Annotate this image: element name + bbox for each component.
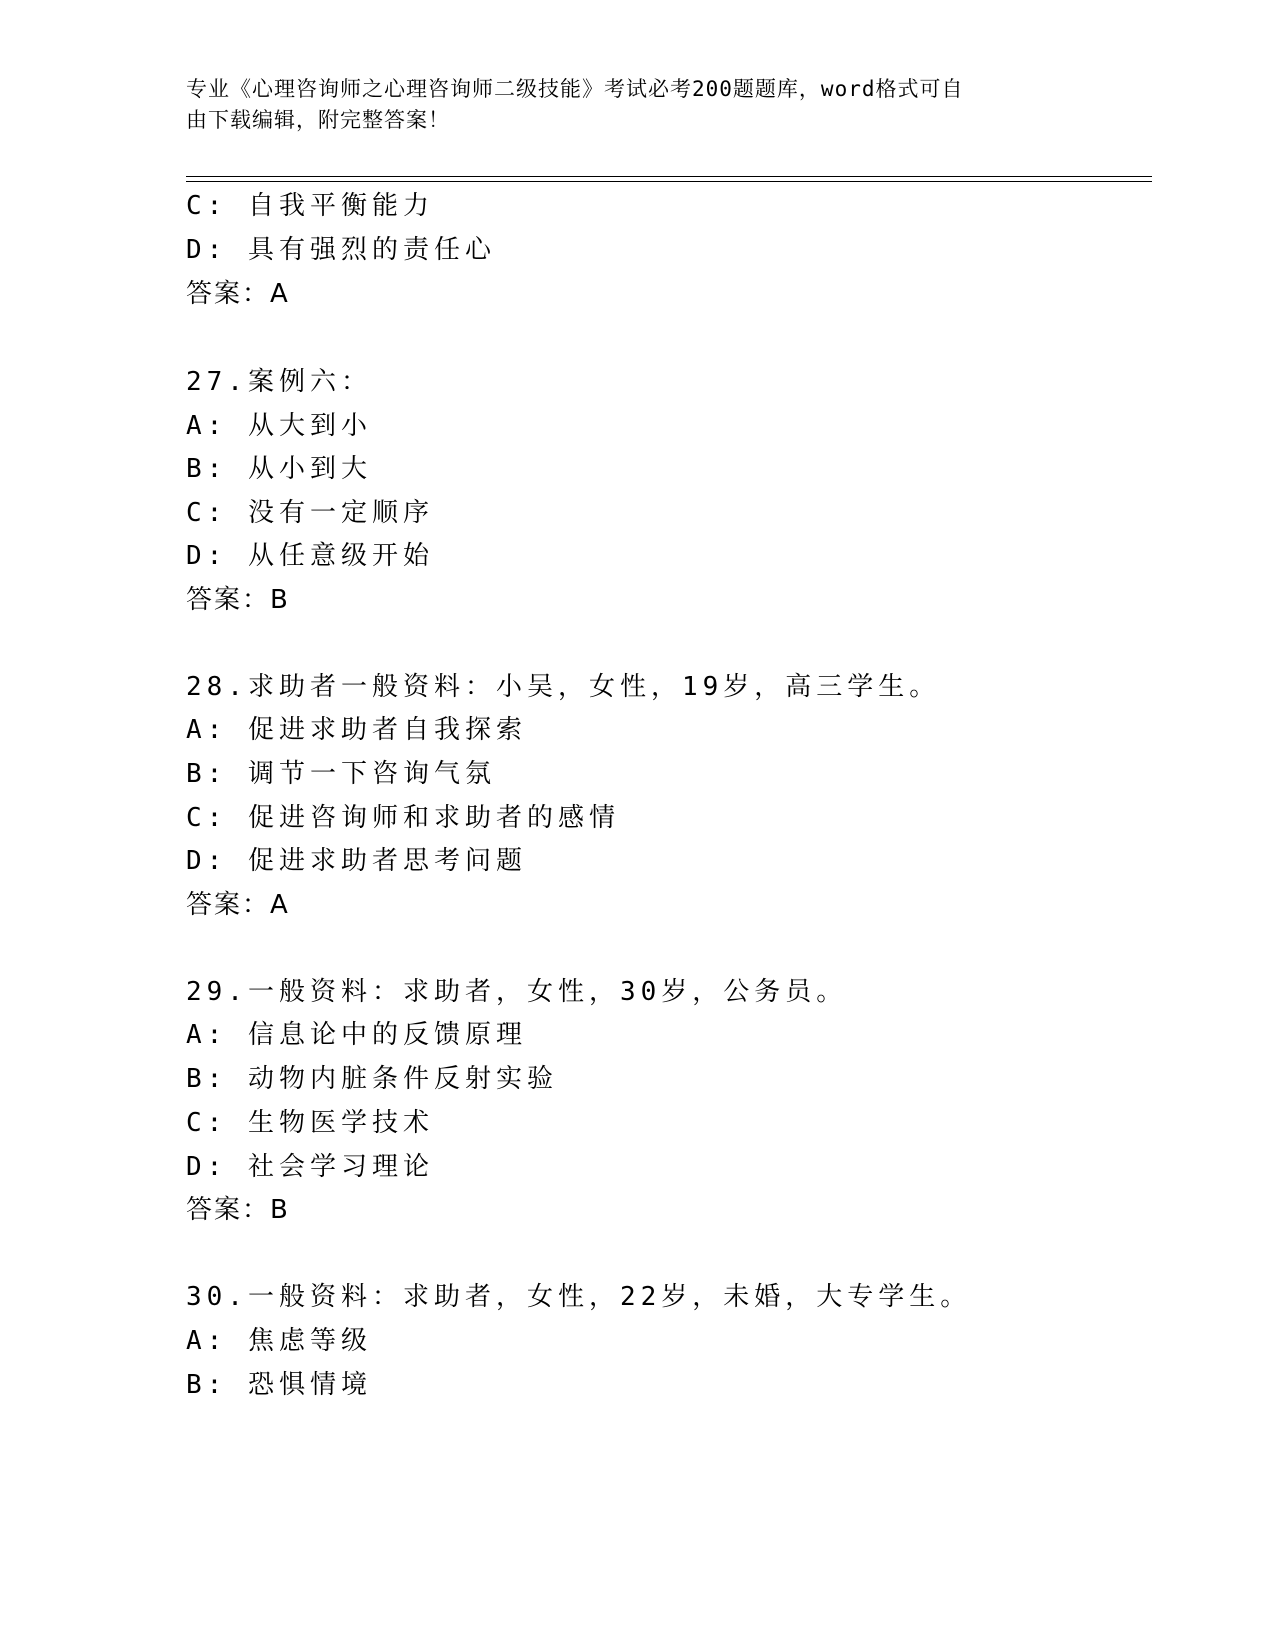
question-29: 29.一般资料：求助者，女性，30岁，公务员。 [186,977,848,1007]
option-a-30: A: 焦虑等级 [186,1326,372,1356]
header-divider-top [186,176,1152,177]
option-b-29: B: 动物内脏条件反射实验 [186,1064,558,1094]
option-c-27: C: 没有一定顺序 [186,498,434,528]
answer-26: 答案：A [186,279,290,309]
option-a-28: A: 促进求助者自我探索 [186,715,527,745]
question-30: 30.一般资料：求助者，女性，22岁，未婚，大专学生。 [186,1282,972,1312]
question-27: 27.案例六： [186,367,372,397]
answer-29: 答案：B [186,1195,290,1225]
option-d-26: D: 具有强烈的责任心 [186,235,496,265]
option-b-30: B: 恐惧情境 [186,1370,372,1400]
option-b-27: B: 从小到大 [186,454,372,484]
option-d-29: D: 社会学习理论 [186,1152,434,1182]
option-c-28: C: 促进咨询师和求助者的感情 [186,803,620,833]
header-line-1: 专业《心理咨询师之心理咨询师二级技能》考试必考200题题库，word格式可自 [186,77,964,101]
option-c-29: C: 生物医学技术 [186,1108,434,1138]
option-c-26: C: 自我平衡能力 [186,191,434,221]
answer-28: 答案：A [186,890,290,920]
option-b-28: B: 调节一下咨询气氛 [186,759,496,789]
header-divider-bottom [186,181,1152,182]
option-d-27: D: 从任意级开始 [186,541,434,571]
option-a-27: A: 从大到小 [186,411,372,441]
option-d-28: D: 促进求助者思考问题 [186,846,527,876]
answer-27: 答案：B [186,585,290,615]
header-line-2: 由下载编辑，附完整答案！ [186,108,450,132]
question-28: 28.求助者一般资料：小吴，女性，19岁，高三学生。 [186,672,941,702]
document-header [186,74,1066,136]
option-a-29: A: 信息论中的反馈原理 [186,1020,527,1050]
